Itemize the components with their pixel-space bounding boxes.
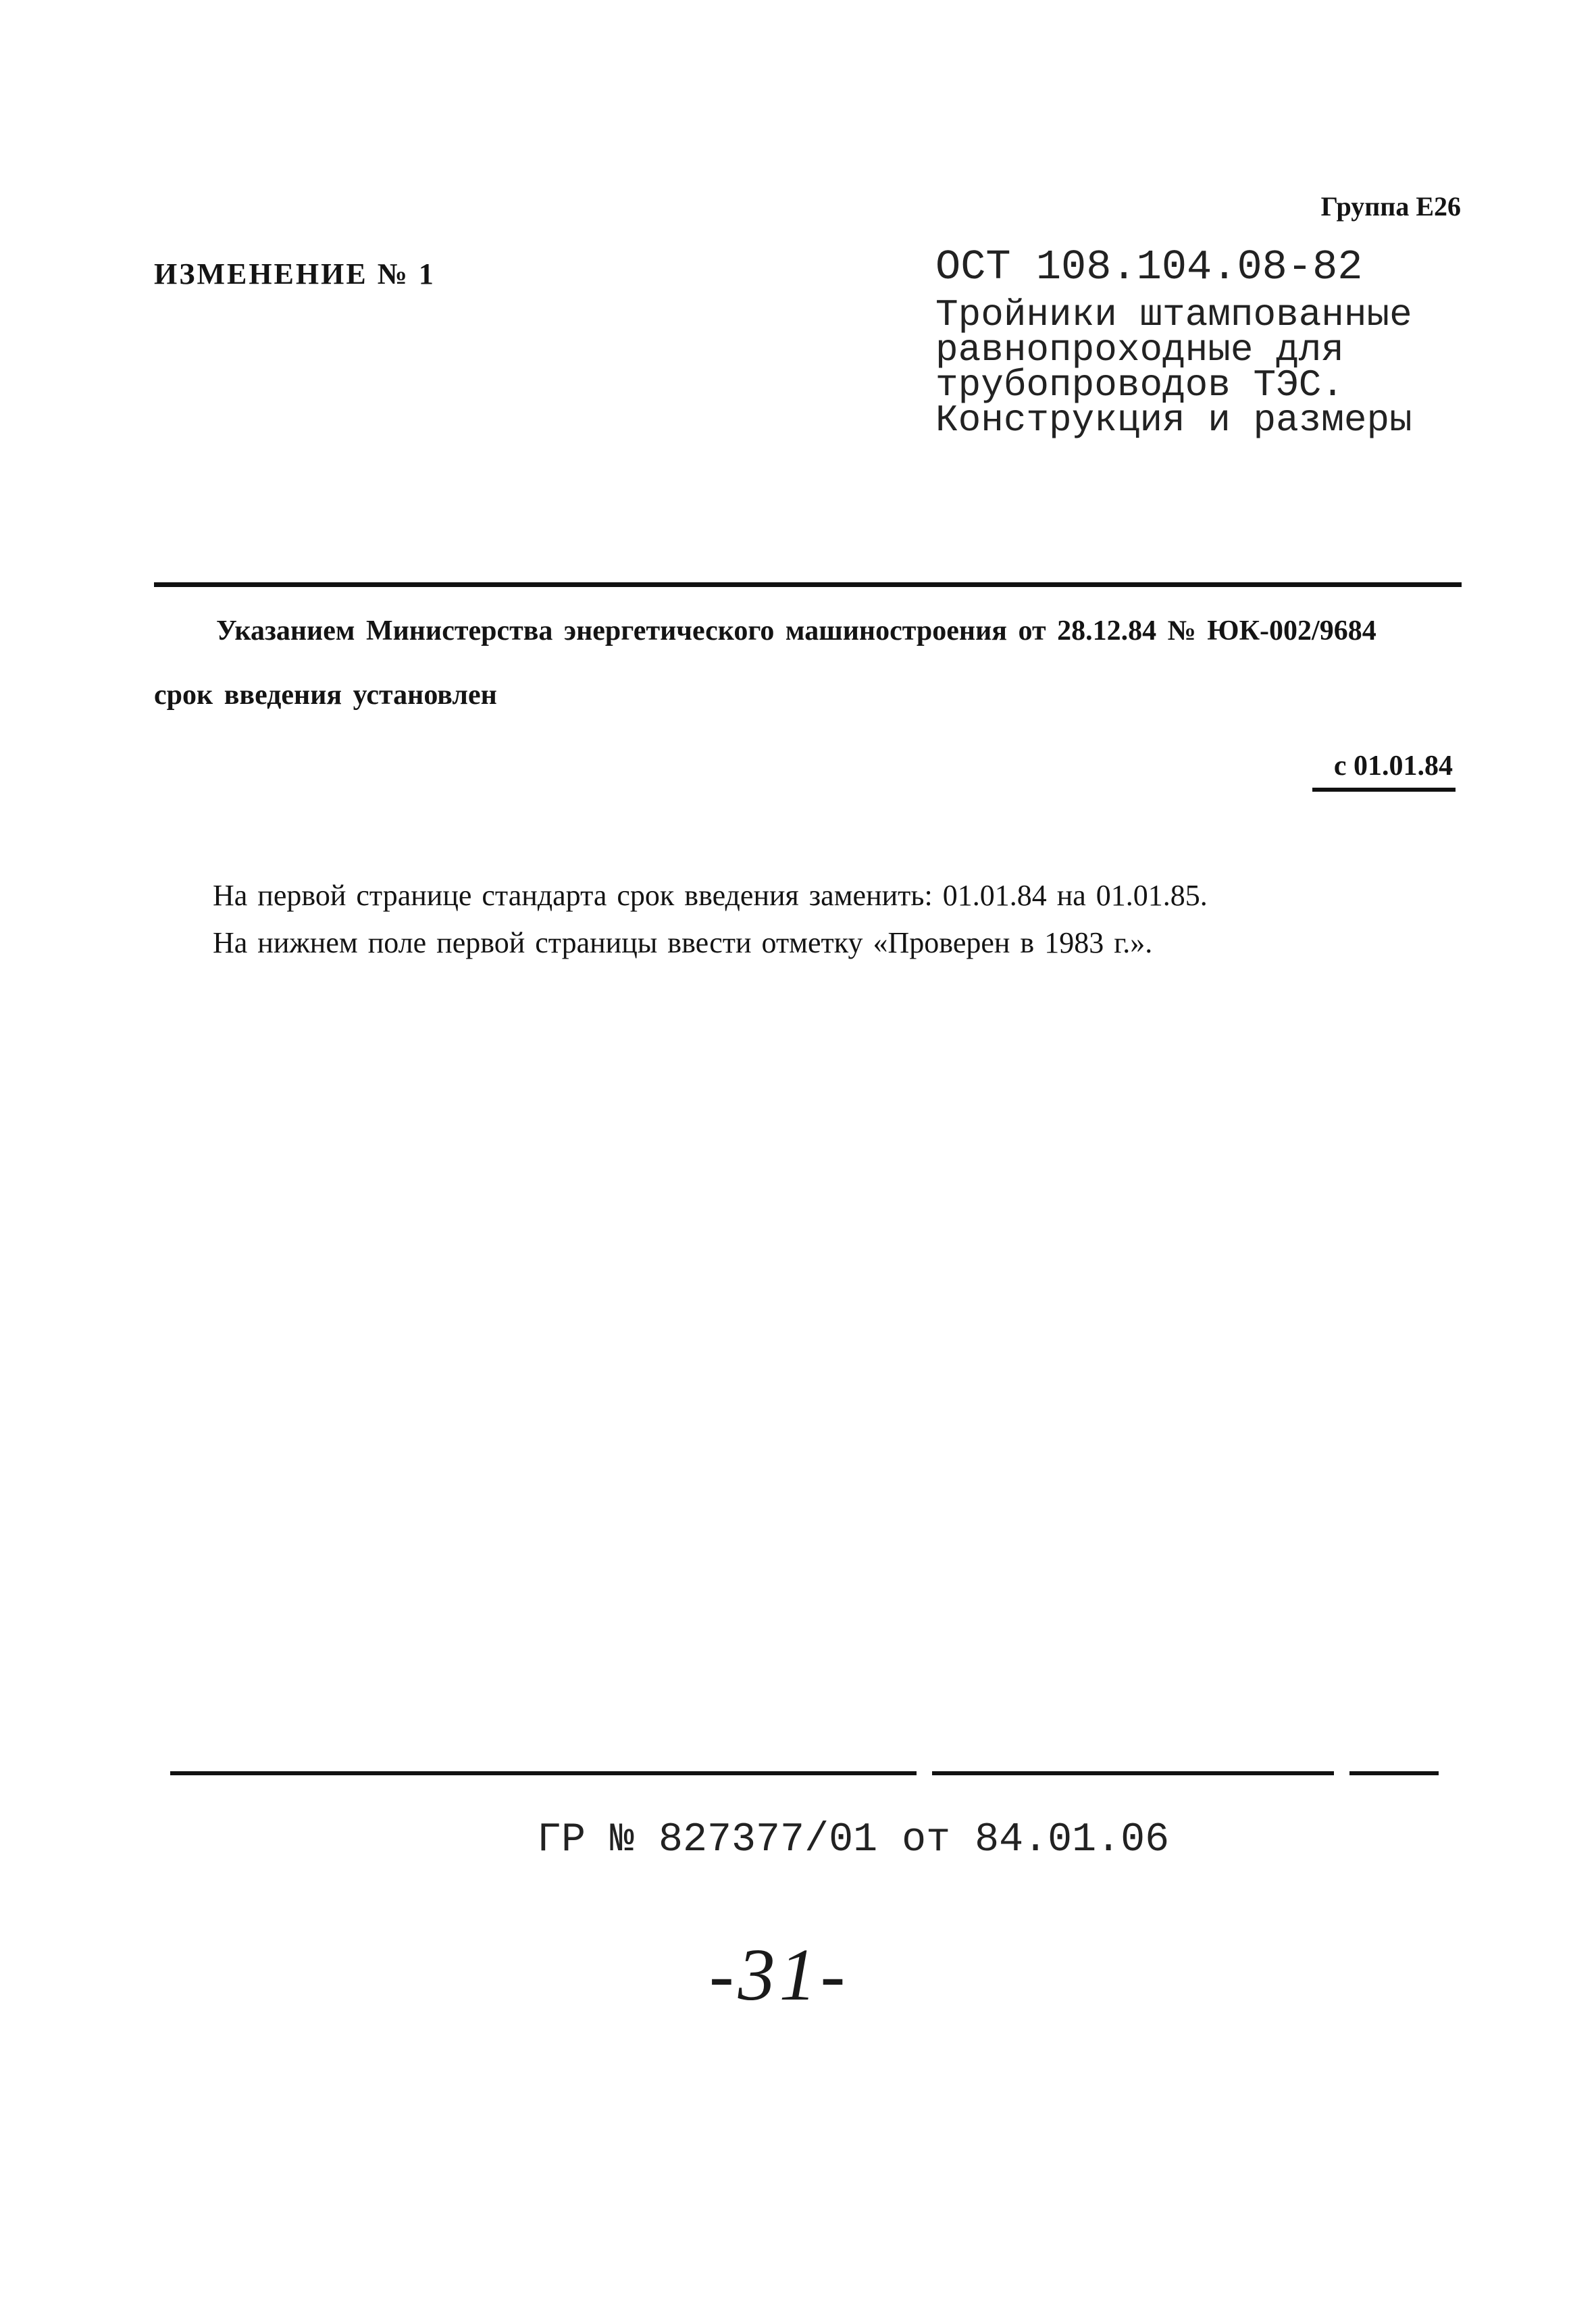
- page-number: -31-: [709, 1933, 850, 2016]
- standard-title: [935, 293, 1412, 442]
- intro-term-text: срок введения установлен: [154, 680, 497, 711]
- title-line: Тройники штампованные: [935, 293, 1412, 336]
- bottom-divider: [932, 1771, 1334, 1775]
- title-line: трубопроводов ТЭС.: [935, 363, 1344, 407]
- title-line: равнопроходные для: [935, 328, 1344, 372]
- change-line: На первой странице стандарта срок введения заменить: 01.01.84 на 01.01.85.: [213, 879, 1208, 912]
- bottom-divider: [170, 1771, 917, 1775]
- bottom-divider: [1349, 1771, 1439, 1775]
- effective-date: с 01.01.84: [1333, 751, 1453, 782]
- directive-text: Указанием Министерства энергетического машиностроения от 28.12.84 № ЮК-002/9684: [216, 615, 1376, 646]
- title-line: Конструкция и размеры: [935, 399, 1412, 442]
- standard-code: ОСТ 108.104.08-82: [935, 243, 1363, 291]
- effective-date-underline: [1312, 788, 1456, 792]
- registration-number: ГР № 827377/01 от 84.01.06: [537, 1817, 1170, 1863]
- group-code: Группа Е26: [1320, 191, 1461, 222]
- top-divider: [154, 582, 1462, 587]
- change-line: На нижнем поле первой страницы ввести отметку «Проверен в 1983 г.».: [213, 926, 1153, 959]
- change-label: ИЗМЕНЕНИЕ № 1: [154, 257, 436, 290]
